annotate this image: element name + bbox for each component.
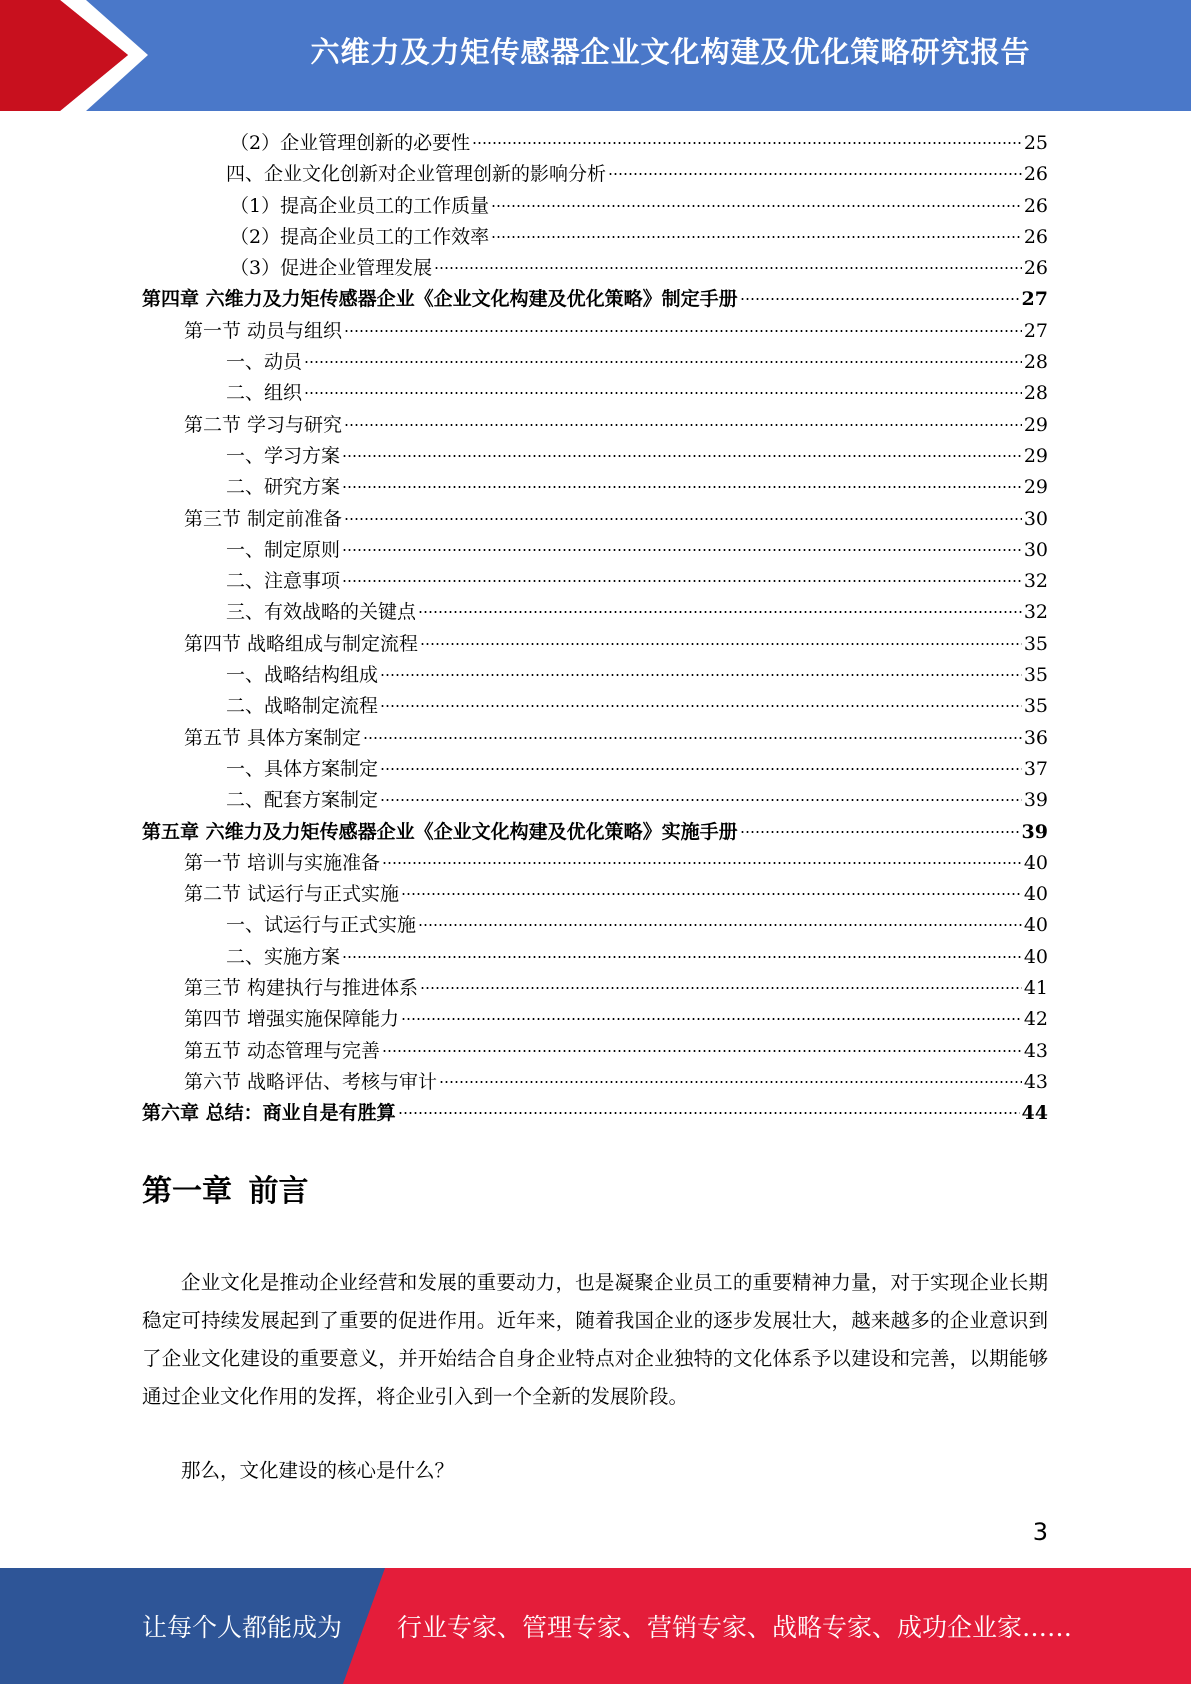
toc-entry[interactable] — [142, 191, 1048, 222]
toc-entry-title: 一、制定原则 — [226, 538, 341, 561]
toc-dot-leader — [342, 580, 1022, 582]
toc-entry[interactable] — [142, 817, 1048, 848]
toc-entry-page: 29 — [1023, 476, 1048, 499]
body-paragraph: 企业文化是推动企业经营和发展的重要动力，也是凝聚企业员工的重要精神力量，对于实现企业长期稳定可持续发展起到了重要的促进作用。近年来，随着我国企业的逐步发展壮大，越来越多的企业意识到了企业文化建设的重要意义，并开始结合自身企业特点对企业独特的文化体系予以建设和完善，以期能够通过企业文化作用的发挥，将企业引入到一个全新的发展阶段。 — [142, 1271, 1048, 1408]
toc-dot-leader — [304, 392, 1022, 394]
toc-dot-leader — [420, 643, 1022, 645]
toc-entry[interactable] — [142, 378, 1048, 409]
toc-entry-title: 第一节 动员与组织 — [184, 319, 343, 342]
toc-entry[interactable] — [142, 723, 1048, 754]
toc-entry-title: 第二节 学习与研究 — [184, 413, 343, 436]
toc-entry[interactable] — [142, 1098, 1048, 1129]
toc-entry-title: 第五章 六维力及力矩传感器企业《企业文化构建及优化策略》实施手册 — [142, 820, 738, 843]
toc-entry[interactable] — [142, 848, 1048, 879]
toc-entry-title: 二、配套方案制定 — [226, 789, 379, 812]
toc-dot-leader — [342, 549, 1022, 551]
toc-entry-title: 一、战略结构组成 — [226, 664, 379, 687]
toc-entry-title: （3）促进企业管理发展 — [230, 257, 433, 280]
toc-dot-leader — [344, 518, 1022, 520]
toc-entry[interactable] — [142, 629, 1048, 660]
toc-dot-leader — [420, 987, 1022, 989]
toc-entry[interactable] — [142, 1036, 1048, 1067]
toc-entry-title: 一、试运行与正式实施 — [226, 914, 417, 937]
toc-entry-page: 26 — [1023, 225, 1048, 248]
toc-entry-title: 一、具体方案制定 — [226, 757, 379, 780]
toc-dot-leader — [491, 205, 1022, 207]
document-title: 六维力及力矩传感器企业文化构建及优化策略研究报告 — [310, 34, 1031, 69]
toc-dot-leader — [418, 924, 1022, 926]
toc-entry-page: 30 — [1023, 538, 1048, 561]
toc-entry[interactable] — [142, 660, 1048, 691]
toc-dot-leader — [740, 298, 1020, 300]
toc-entry-page: 37 — [1023, 757, 1048, 780]
toc-entry-title: 二、战略制定流程 — [226, 695, 379, 718]
toc-entry[interactable] — [142, 1067, 1048, 1098]
toc-entry-page: 26 — [1023, 163, 1048, 186]
toc-entry-page: 35 — [1023, 695, 1048, 718]
toc-entry[interactable] — [142, 785, 1048, 816]
toc-entry-page: 30 — [1023, 507, 1048, 530]
toc-entry-page: 41 — [1023, 977, 1048, 1000]
toc-dot-leader — [608, 173, 1022, 175]
toc-entry[interactable] — [142, 472, 1048, 503]
toc-dot-leader — [382, 862, 1022, 864]
toc-entry-page: 39 — [1023, 789, 1048, 812]
toc-entry-page: 43 — [1023, 1070, 1048, 1093]
toc-entry-title: 第三节 构建执行与推进体系 — [184, 977, 419, 1000]
toc-entry[interactable] — [142, 973, 1048, 1004]
chapter-heading: 第一章 前言 — [142, 1174, 309, 1209]
toc-entry-title: 第三节 制定前准备 — [184, 507, 343, 530]
toc-entry-page: 32 — [1023, 570, 1048, 593]
toc-entry-title: 第五节 动态管理与完善 — [184, 1039, 381, 1062]
toc-entry-title: （2）企业管理创新的必要性 — [230, 132, 471, 154]
toc-entry-page: 42 — [1023, 1008, 1048, 1031]
toc-entry-page: 40 — [1023, 851, 1048, 874]
toc-entry[interactable] — [142, 222, 1048, 253]
toc-dot-leader — [382, 1050, 1022, 1052]
toc-dot-leader — [740, 831, 1020, 833]
toc-entry[interactable] — [142, 253, 1048, 284]
toc-entry-title: 一、学习方案 — [226, 444, 341, 467]
page-number: 3 — [1032, 1518, 1048, 1546]
toc-entry-page: 29 — [1023, 444, 1048, 467]
toc-entry-page: 40 — [1023, 945, 1048, 968]
toc-entry-page: 40 — [1023, 883, 1048, 906]
toc-entry-page: 44 — [1021, 1102, 1048, 1125]
toc-entry[interactable] — [142, 566, 1048, 597]
toc-dot-leader — [304, 361, 1022, 363]
toc-entry[interactable] — [142, 410, 1048, 441]
toc-entry-title: 第一节 培训与实施准备 — [184, 851, 381, 874]
footer-slogan-left: 让每个人都能成为 — [142, 1613, 343, 1642]
toc-entry-title: 一、动员 — [226, 351, 303, 374]
header-banner — [0, 0, 1191, 111]
toc-entry[interactable] — [142, 754, 1048, 785]
toc-entry[interactable] — [142, 1004, 1048, 1035]
toc-dot-leader — [491, 236, 1022, 238]
toc-entry-title: （2）提高企业员工的工作效率 — [230, 225, 490, 248]
toc-entry-title: 第六章 总结：商业自是有胜算 — [142, 1102, 396, 1125]
toc-entry-page: 27 — [1021, 288, 1048, 311]
toc-entry-page: 35 — [1023, 632, 1048, 655]
toc-dot-leader — [342, 956, 1022, 958]
toc-entry-title: 二、实施方案 — [226, 945, 341, 968]
toc-entry[interactable] — [142, 284, 1048, 315]
toc-entry-title: 二、研究方案 — [226, 476, 341, 499]
body-paragraph: 那么，文化建设的核心是什么？ — [181, 1459, 455, 1482]
toc-dot-leader — [380, 799, 1022, 801]
toc-entry[interactable] — [142, 316, 1048, 347]
toc-dot-leader — [342, 455, 1022, 457]
toc-entry-title: 第六节 战略评估、考核与审计 — [184, 1070, 438, 1093]
footer-slogan-right: 行业专家、管理专家、营销专家、战略专家、成功企业家…… — [397, 1613, 1073, 1642]
toc-entry-page: 39 — [1021, 820, 1048, 843]
toc-entry-title: （1）提高企业员工的工作质量 — [230, 194, 490, 217]
toc-entry[interactable] — [142, 441, 1048, 472]
toc-dot-leader — [398, 1112, 1020, 1114]
toc-entry[interactable] — [142, 159, 1048, 190]
toc-entry-page: 26 — [1023, 257, 1048, 280]
toc-entry-title: 第四章 六维力及力矩传感器企业《企业文化构建及优化策略》制定手册 — [142, 288, 738, 311]
toc-entry-page: 43 — [1023, 1039, 1048, 1062]
toc-entry-page: 27 — [1023, 319, 1048, 342]
toc-dot-leader — [401, 893, 1022, 895]
toc-entry-title: 第四节 战略组成与制定流程 — [184, 632, 419, 655]
toc-entry[interactable] — [142, 910, 1048, 941]
toc-entry[interactable] — [142, 942, 1048, 973]
toc-dot-leader — [380, 768, 1022, 770]
toc-dot-leader — [439, 1081, 1022, 1083]
toc-dot-leader — [380, 674, 1022, 676]
toc-entry-title: 第五节 具体方案制定 — [184, 726, 362, 749]
toc-entry-title: 三、有效战略的关键点 — [226, 601, 417, 624]
toc-entry-title: 四、企业文化创新对企业管理创新的影响分析 — [226, 163, 607, 186]
toc-entry[interactable] — [142, 597, 1048, 628]
toc-entry-page: 28 — [1023, 382, 1048, 405]
toc-dot-leader — [363, 737, 1022, 739]
toc-dot-leader — [472, 142, 1022, 144]
toc-dot-leader — [380, 705, 1022, 707]
toc-entry[interactable] — [142, 535, 1048, 566]
toc-dot-leader — [344, 330, 1022, 332]
toc-entry-title: 第四节 增强实施保障能力 — [184, 1008, 400, 1031]
toc-entry[interactable] — [142, 879, 1048, 910]
toc-entry[interactable] — [142, 128, 1048, 159]
toc-entry-title: 二、注意事项 — [226, 570, 341, 593]
toc-entry[interactable] — [142, 347, 1048, 378]
toc-dot-leader — [344, 424, 1022, 426]
table-of-contents — [142, 128, 1048, 1130]
toc-entry[interactable] — [142, 691, 1048, 722]
toc-dot-leader — [342, 486, 1022, 488]
toc-entry-page: 32 — [1023, 601, 1048, 624]
toc-entry-title: 第二节 试运行与正式实施 — [184, 883, 400, 906]
toc-dot-leader — [418, 611, 1022, 613]
footer-banner — [0, 1568, 1191, 1684]
toc-entry-page: 28 — [1023, 351, 1048, 374]
toc-entry-page: 40 — [1023, 914, 1048, 937]
toc-entry[interactable] — [142, 504, 1048, 535]
toc-dot-leader — [401, 1018, 1022, 1020]
toc-dot-leader — [434, 267, 1022, 269]
toc-entry-page: 29 — [1023, 413, 1048, 436]
toc-entry-page: 35 — [1023, 664, 1048, 687]
toc-entry-page: 26 — [1023, 194, 1048, 217]
toc-entry-title: 二、组织 — [226, 382, 303, 405]
toc-entry-page: 36 — [1023, 726, 1048, 749]
toc-entry-page: 25 — [1023, 132, 1048, 154]
